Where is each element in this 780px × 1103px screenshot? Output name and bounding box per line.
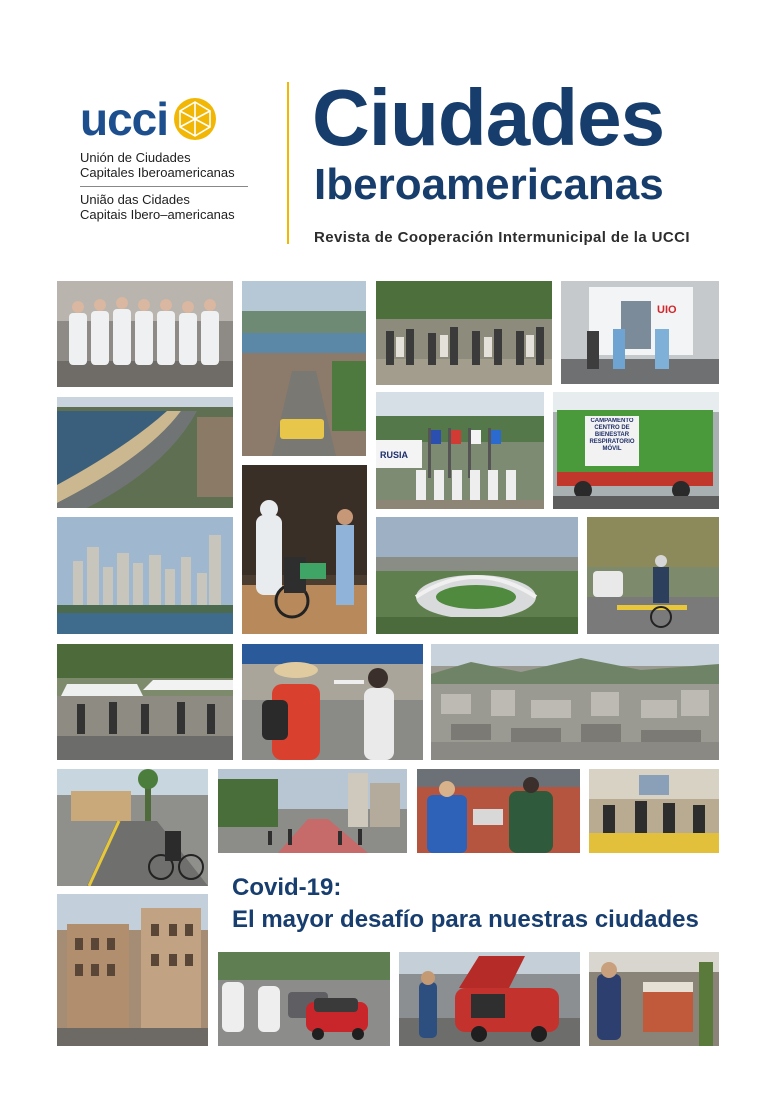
- photo-health-workers-group: [57, 281, 233, 387]
- magazine-title: Ciudades: [312, 73, 665, 162]
- cover-headline: [232, 872, 732, 936]
- photo-stadium-aerial: [376, 517, 578, 634]
- photo-sign-uio: UIO: [657, 304, 677, 316]
- magazine-tagline: Revista de Cooperación Intermunicipal de la UCCI: [314, 229, 690, 246]
- header-divider: [287, 82, 289, 244]
- photo-city-panorama: [431, 644, 719, 760]
- headline-line-2: El mayor desafío para nuestras ciudades: [232, 906, 699, 933]
- photo-car-trunk-delivery: [399, 952, 580, 1046]
- sun-globe-icon: [172, 96, 218, 142]
- photo-street-crowd: [376, 281, 552, 385]
- photo-outdoor-market: [57, 644, 233, 760]
- photo-flags-ceremony: [376, 392, 544, 509]
- logo-name-es-1: Unión de Ciudades: [80, 150, 191, 165]
- photo-mobile-clinic-truck: [553, 392, 719, 509]
- photo-skyline-waterfront: [57, 517, 233, 634]
- logo-name-es-2: Capitales Iberoamericanas: [80, 165, 235, 180]
- photo-cyclist-street: [587, 517, 719, 634]
- photo-city-bay-street: [242, 281, 366, 456]
- logo-wordmark: ucci: [80, 93, 169, 145]
- photo-testing-booth: [561, 281, 719, 384]
- ucci-logo: [80, 93, 260, 222]
- photo-temperature-check: [242, 644, 423, 760]
- logo-name-pt-1: União das Cidades: [80, 192, 190, 207]
- photo-coastal-highway: [57, 397, 233, 508]
- photo-market-stall-vendor: [589, 952, 719, 1046]
- photo-wheelchair-medical: [242, 465, 367, 634]
- photo-drive-thru-testing: [218, 952, 390, 1046]
- photo-banner-text: RUSIA: [380, 450, 409, 460]
- logo-divider: [80, 186, 248, 187]
- logo-name-pt-2: Capitais Ibero–americanas: [80, 207, 235, 222]
- photo-truck-sign: CAMPAMENTO CENTRO DE BIENESTAR RESPIRATORIO MÓVIL: [589, 418, 635, 452]
- headline-line-1: Covid-19:: [232, 874, 342, 901]
- magazine-subtitle: Iberoamericanas: [314, 160, 664, 209]
- photo-community-meeting: [589, 769, 719, 853]
- photo-food-delivery: [417, 769, 580, 853]
- photo-closed-avenue: [218, 769, 407, 853]
- photo-historic-buildings: [57, 894, 208, 1046]
- photo-bike-lane: [57, 769, 208, 886]
